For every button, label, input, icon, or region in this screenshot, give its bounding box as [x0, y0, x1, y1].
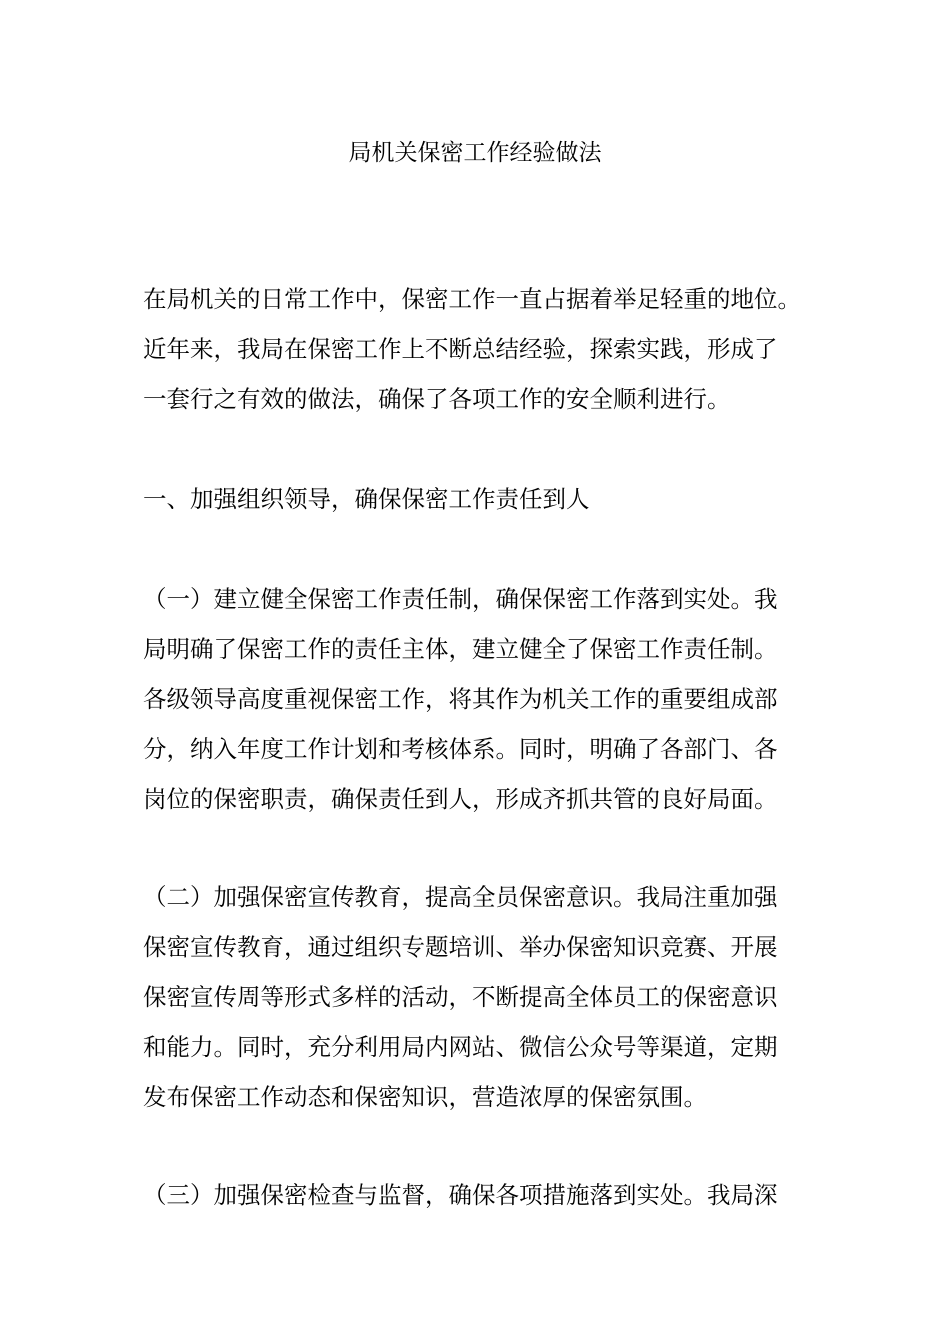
paragraph-line: 岗位的保密职责，确保责任到人，形成齐抓共管的良好局面。 — [143, 785, 778, 813]
section-heading-1 — [143, 474, 813, 524]
intro-line: 一套行之有效的做法，确保了各项工作的安全顺利进行。 — [143, 385, 731, 413]
paragraph-line: （三）加强保密检查与监督，确保各项措施落到实处。我局深 — [143, 1181, 778, 1209]
intro-paragraph — [143, 274, 813, 424]
paragraph-line: （二）加强保密宣传教育，提高全员保密意识。我局注重加强 — [143, 883, 778, 911]
intro-line: 近年来，我局在保密工作上不断总结经验，探索实践，形成了 — [143, 335, 778, 363]
paragraph-line: （一）建立健全保密工作责任制，确保保密工作落到实处。我 — [143, 585, 778, 613]
paragraph-line: 发布保密工作动态和保密知识，营造浓厚的保密氛围。 — [143, 1083, 707, 1111]
paragraph-2 — [143, 872, 813, 1122]
paragraph-line: 局明确了保密工作的责任主体，建立健全了保密工作责任制。 — [143, 635, 778, 663]
paragraph-line: 和能力。同时，充分利用局内网站、微信公众号等渠道，定期 — [143, 1033, 778, 1061]
paragraph-1 — [143, 574, 813, 824]
paragraph-line: 分，纳入年度工作计划和考核体系。同时，明确了各部门、各 — [143, 735, 778, 763]
paragraph-line: 保密宣传周等形式多样的活动，不断提高全体员工的保密意识 — [143, 983, 778, 1011]
intro-line: 在局机关的日常工作中，保密工作一直占据着举足轻重的地位。 — [143, 285, 801, 313]
paragraph-line: 各级领导高度重视保密工作，将其作为机关工作的重要组成部 — [143, 685, 778, 713]
paragraph-line: 保密宣传教育，通过组织专题培训、举办保密知识竞赛、开展 — [143, 933, 778, 961]
document-title: 局机关保密工作经验做法 — [348, 140, 602, 166]
paragraph-3 — [143, 1170, 813, 1220]
section-heading-text: 一、加强组织领导，确保保密工作责任到人 — [143, 485, 590, 513]
